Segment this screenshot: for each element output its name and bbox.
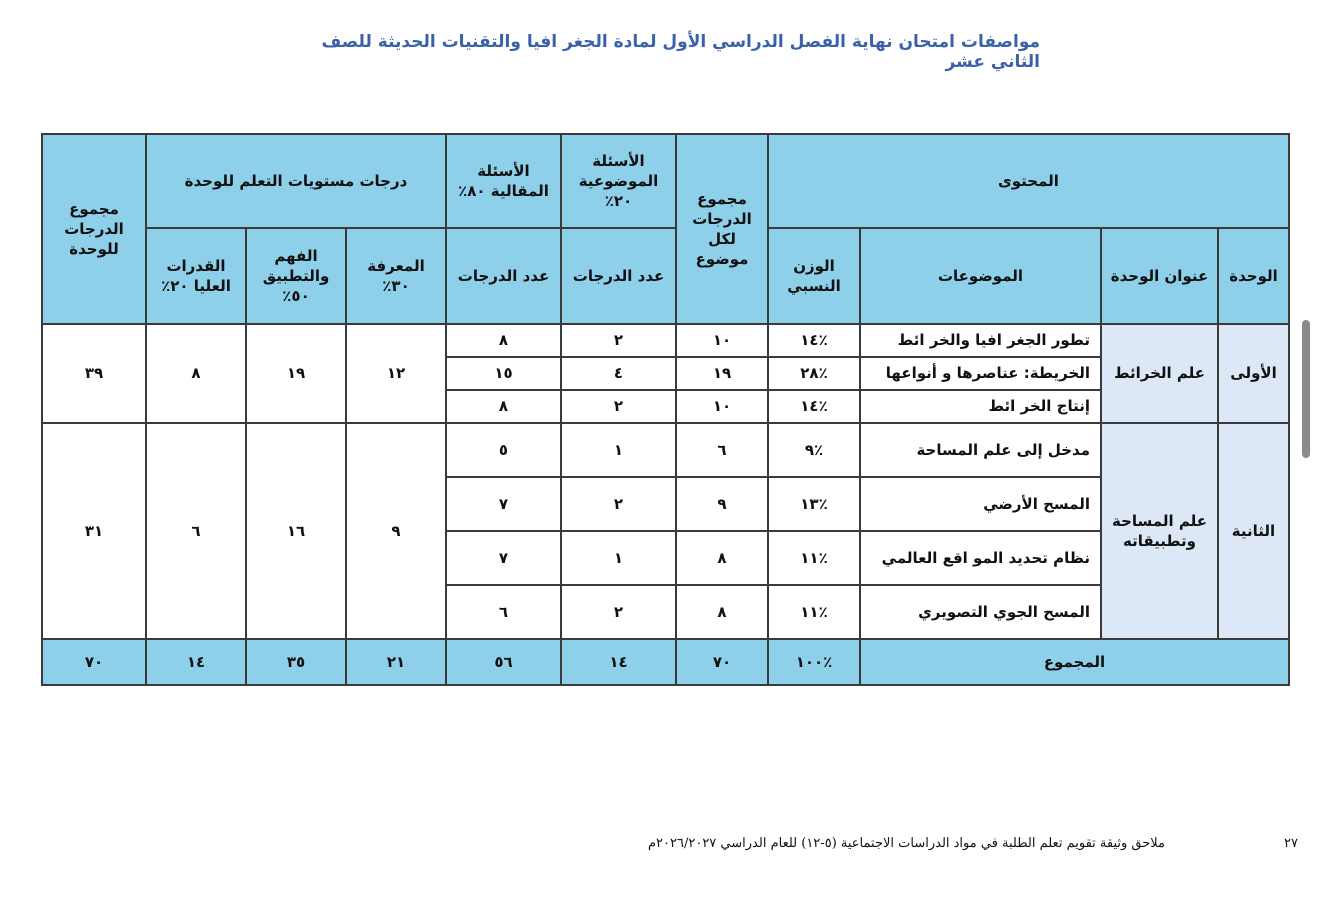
header-topics: الموضوعات (860, 228, 1101, 324)
unit-total: ٣٩ (42, 324, 146, 423)
unit-higher: ٦ (146, 423, 246, 639)
topic-weight: ٪٢٨ (768, 357, 860, 390)
topic-objective: ٢ (561, 390, 676, 423)
topic-objective: ١ (561, 423, 676, 477)
totals-unit-total: ٧٠ (42, 639, 146, 685)
unit-title: علم الخرائط (1101, 324, 1218, 423)
topic-weight: ٪١١ (768, 531, 860, 585)
topic-total: ١٠ (676, 390, 768, 423)
table-row (42, 324, 1289, 357)
header-score-count-objective: عدد الدرجات (561, 228, 676, 324)
header-score-count-essay: عدد الدرجات (446, 228, 561, 324)
topic-name: المسح الجوي التصويري (860, 585, 1101, 639)
footer-text: ملاحق وثيقة تقويم تعلم الطلبة في مواد الدراسات الاجتماعية (٥-١٢) للعام الدراسي ٢٠٢٦/٢٠٢٧م (647, 836, 1165, 851)
topic-total: ٨ (676, 531, 768, 585)
topic-weight: ٪١٤ (768, 324, 860, 357)
topic-total: ١٩ (676, 357, 768, 390)
totals-label: المجموع (860, 639, 1289, 685)
unit-knowledge: ٩ (346, 423, 446, 639)
unit-name: الأولى (1218, 324, 1289, 423)
header-unit-title: عنوان الوحدة (1101, 228, 1218, 324)
topic-objective: ١ (561, 531, 676, 585)
topic-name: نظام تحديد المو اقع العالمي (860, 531, 1101, 585)
topic-total: ٩ (676, 477, 768, 531)
topic-weight: ٪١٤ (768, 390, 860, 423)
topic-objective: ٢ (561, 324, 676, 357)
topic-total: ٦ (676, 423, 768, 477)
header-objective: الأسئلة الموضوعية ٢٠٪ (561, 134, 676, 228)
topic-name: تطور الجغر افيا والخر ائط (860, 324, 1101, 357)
topic-weight: ٪١١ (768, 585, 860, 639)
header-higher: القدرات العليا ٢٠٪ (146, 228, 246, 324)
table-row (42, 423, 1289, 477)
topic-essay: ٧ (446, 477, 561, 531)
totals-understanding: ٣٥ (246, 639, 346, 685)
totals-weight: ٪١٠٠ (768, 639, 860, 685)
totals-essay: ٥٦ (446, 639, 561, 685)
totals-objective: ١٤ (561, 639, 676, 685)
specification-table (41, 133, 1290, 686)
topic-total: ٨ (676, 585, 768, 639)
unit-knowledge: ١٢ (346, 324, 446, 423)
topic-weight: ٪٩ (768, 423, 860, 477)
header-knowledge: المعرفة ٣٠٪ (346, 228, 446, 324)
totals-row (42, 639, 1289, 685)
topic-name: المسح الأرضي (860, 477, 1101, 531)
header-content: المحتوى (768, 134, 1289, 228)
header-unit: الوحدة (1218, 228, 1289, 324)
unit-understanding: ١٩ (246, 324, 346, 423)
topic-essay: ٦ (446, 585, 561, 639)
unit-name: الثانية (1218, 423, 1289, 639)
unit-total: ٣١ (42, 423, 146, 639)
totals-topic-total: ٧٠ (676, 639, 768, 685)
topic-name: إنتاج الخر ائط (860, 390, 1101, 423)
unit-understanding: ١٦ (246, 423, 346, 639)
topic-essay: ٥ (446, 423, 561, 477)
totals-knowledge: ٢١ (346, 639, 446, 685)
topic-objective: ٢ (561, 477, 676, 531)
topic-name: الخريطة: عناصرها و أنواعها (860, 357, 1101, 390)
header-understanding: الفهم والتطبيق ٥٠٪ (246, 228, 346, 324)
topic-essay: ١٥ (446, 357, 561, 390)
header-weight: الوزن النسبي (768, 228, 860, 324)
header-essay: الأسئلة المقالية ٨٠٪ (446, 134, 561, 228)
topic-essay: ٧ (446, 531, 561, 585)
vertical-scrollbar[interactable] (1302, 320, 1310, 458)
header-unit-total: مجموع الدرجات للوحدة (42, 134, 146, 324)
topic-weight: ٪١٣ (768, 477, 860, 531)
header-topic-total: مجموع الدرجات لكل موضوع (676, 134, 768, 324)
topic-name: مدخل إلى علم المساحة (860, 423, 1101, 477)
unit-title: علم المساحة وتطبيقاته (1101, 423, 1218, 639)
topic-essay: ٨ (446, 324, 561, 357)
totals-higher: ١٤ (146, 639, 246, 685)
topic-total: ١٠ (676, 324, 768, 357)
header-levels: درجات مستويات التعلم للوحدة (146, 134, 446, 228)
topic-objective: ٤ (561, 357, 676, 390)
unit-higher: ٨ (146, 324, 246, 423)
page-number: ٢٧ (1284, 836, 1298, 851)
topic-objective: ٢ (561, 585, 676, 639)
page-title: مواصفات امتحان نهاية الفصل الدراسي الأول لمادة الجغر افيا والتقنيات الحديثة للصف الثاني عشر (321, 32, 1040, 72)
topic-essay: ٨ (446, 390, 561, 423)
